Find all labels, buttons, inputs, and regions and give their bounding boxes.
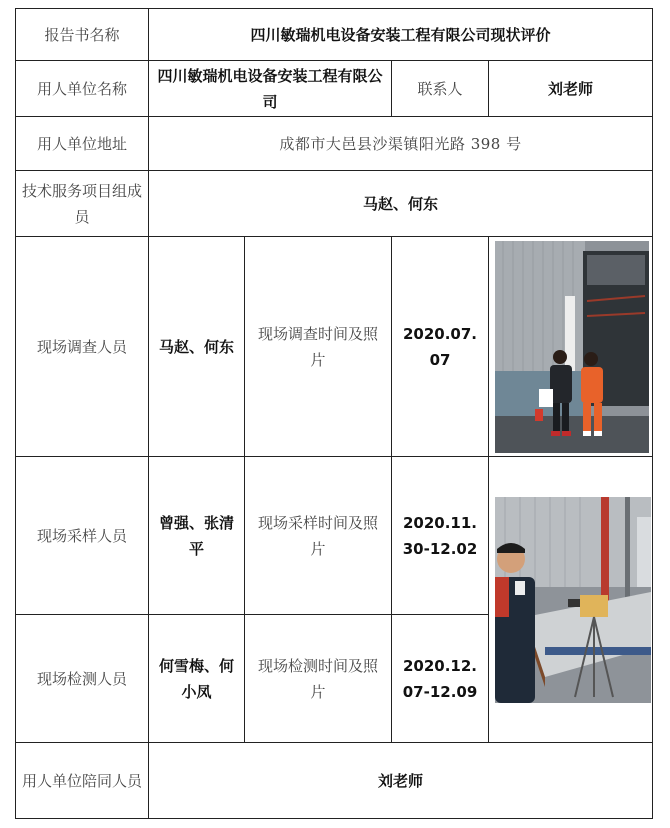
sampling-time-label: 现场采样时间及照片 [245,457,392,615]
survey-members: 马赵、何东 [149,237,245,457]
sampling-photo [495,497,651,703]
team-members-label: 技术服务项目组成员 [16,171,149,237]
survey-date: 2020.07.07 [392,237,489,457]
sampling-testing-photo-cell [489,457,653,743]
testing-date: 2020.12.07-12.09 [392,615,489,743]
employer-address-label: 用人单位地址 [16,117,149,171]
employer-name-value: 四川敏瑞机电设备安装工程有限公司 [149,61,392,117]
row-site-sampling [16,457,653,615]
sampling-date: 2020.11.30-12.02 [392,457,489,615]
survey-time-label: 现场调查时间及照片 [245,237,392,457]
testing-label: 现场检测人员 [16,615,149,743]
row-site-survey [16,237,653,457]
contact-label: 联系人 [392,61,489,117]
survey-label: 现场调查人员 [16,237,149,457]
survey-photo-cell [489,237,653,457]
employer-name-label: 用人单位名称 [16,61,149,117]
accompany-value: 刘老师 [149,743,653,819]
employer-address-value: 成都市大邑县沙渠镇阳光路 398 号 [149,117,653,171]
sampling-members: 曾强、张清平 [149,457,245,615]
accompany-label: 用人单位陪同人员 [16,743,149,819]
testing-time-label: 现场检测时间及照片 [245,615,392,743]
report-table [15,8,653,819]
contact-value: 刘老师 [489,61,653,117]
row-report-title [16,9,653,61]
row-employer-name [16,61,653,117]
sampling-label: 现场采样人员 [16,457,149,615]
team-members-value: 马赵、何东 [149,171,653,237]
row-team-members [16,171,653,237]
testing-members: 何雪梅、何小凤 [149,615,245,743]
report-title-value: 四川敏瑞机电设备安装工程有限公司现状评价 [149,9,653,61]
row-employer-address [16,117,653,171]
row-accompany [16,743,653,819]
report-title-label: 报告书名称 [16,9,149,61]
survey-photo [495,241,649,453]
